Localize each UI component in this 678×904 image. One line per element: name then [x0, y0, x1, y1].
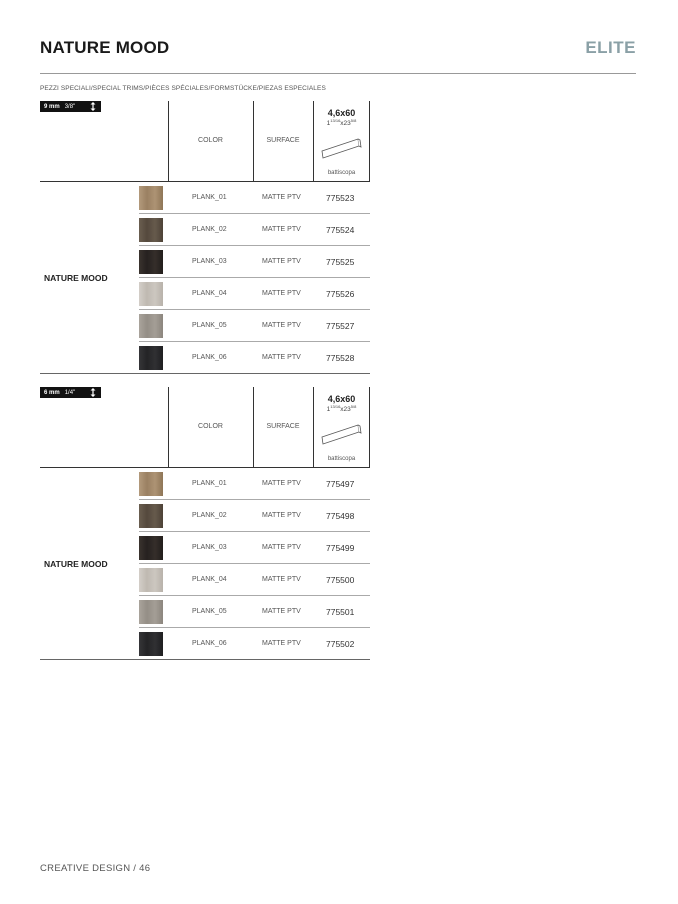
product-code: 775524	[326, 225, 355, 235]
surface-cell: MATTE PTV	[262, 544, 301, 551]
product-code: 775527	[326, 321, 355, 331]
color-cell: PLANK_03	[192, 258, 227, 265]
product-code: 775502	[326, 639, 355, 649]
group-name: NATURE MOOD	[44, 559, 108, 569]
color-swatch	[139, 250, 163, 274]
skirting-trim-icon	[320, 135, 362, 161]
color-cell: PLANK_04	[192, 290, 227, 297]
color-cell: PLANK_06	[192, 354, 227, 361]
table-row	[139, 532, 370, 564]
product-code: 775501	[326, 607, 355, 617]
color-cell: PLANK_05	[192, 608, 227, 615]
product-code: 775525	[326, 257, 355, 267]
table-row	[139, 628, 370, 660]
table-row	[139, 468, 370, 500]
thickness-inch: 3/8"	[64, 103, 76, 110]
product-code: 775497	[326, 479, 355, 489]
product-code: 775526	[326, 289, 355, 299]
table-row	[139, 278, 370, 310]
product-code: 775523	[326, 193, 355, 203]
color-swatch	[139, 346, 163, 370]
surface-cell: MATTE PTV	[262, 194, 301, 201]
surface-cell: MATTE PTV	[262, 512, 301, 519]
trim-size-inches: $1^{13/16}x23^{5/8}$	[326, 404, 357, 414]
table-row	[139, 596, 370, 628]
trim-size-header	[313, 101, 370, 181]
row-divider	[40, 373, 370, 374]
surface-cell: MATTE PTV	[262, 226, 301, 233]
trim-size: 4,6x60	[327, 394, 356, 404]
page-footer: CREATIVE DESIGN / 46	[40, 863, 151, 874]
color-column-header: COLOR	[198, 423, 223, 430]
trim-size-header	[313, 387, 370, 467]
surface-cell: MATTE PTV	[262, 480, 301, 487]
color-swatch	[139, 218, 163, 242]
color-swatch	[139, 568, 163, 592]
thickness-badge	[40, 387, 101, 398]
header-divider	[40, 73, 636, 74]
table-row	[139, 214, 370, 246]
thickness-arrow-icon	[90, 102, 96, 111]
surface-cell: MATTE PTV	[262, 576, 301, 583]
table-row	[139, 246, 370, 278]
row-divider	[40, 659, 370, 660]
trim-section-9mm	[40, 101, 370, 376]
surface-cell: MATTE PTV	[262, 608, 301, 615]
trim-section-6mm	[40, 387, 370, 662]
surface-column-header: SURFACE	[266, 137, 300, 144]
color-cell: PLANK_01	[192, 480, 227, 487]
surface-cell: MATTE PTV	[262, 640, 301, 647]
color-swatch	[139, 472, 163, 496]
color-swatch	[139, 632, 163, 656]
special-trims-subtitle: PEZZI SPECIALI/SPECIAL TRIMS/PIÈCES SPÉCIALES/FORMSTÜCKE/PIEZAS ESPECIALES	[40, 85, 326, 92]
color-cell: PLANK_05	[192, 322, 227, 329]
color-swatch	[139, 536, 163, 560]
surface-cell: MATTE PTV	[262, 322, 301, 329]
thickness-badge	[40, 101, 101, 112]
color-swatch	[139, 600, 163, 624]
color-column-header: COLOR	[198, 137, 223, 144]
surface-cell: MATTE PTV	[262, 258, 301, 265]
color-swatch	[139, 504, 163, 528]
table-row	[139, 564, 370, 596]
product-code: 775498	[326, 511, 355, 521]
table-row	[139, 182, 370, 214]
group-name: NATURE MOOD	[44, 273, 108, 283]
table-row	[139, 310, 370, 342]
color-cell: PLANK_06	[192, 640, 227, 647]
trim-name: battiscopa	[327, 170, 356, 176]
product-code: 775499	[326, 543, 355, 553]
color-swatch	[139, 314, 163, 338]
skirting-trim-icon	[320, 421, 362, 447]
color-cell: PLANK_03	[192, 544, 227, 551]
surface-cell: MATTE PTV	[262, 290, 301, 297]
trim-size-inches: $1^{13/16}x23^{5/8}$	[326, 118, 357, 128]
table-row	[139, 500, 370, 532]
brand-label: ELITE	[585, 38, 636, 57]
color-cell: PLANK_04	[192, 576, 227, 583]
product-code: 775500	[326, 575, 355, 585]
color-cell: PLANK_02	[192, 226, 227, 233]
table-row	[139, 342, 370, 374]
thickness-mm: 6 mm	[44, 389, 60, 396]
color-cell: PLANK_01	[192, 194, 227, 201]
trim-size: 4,6x60	[327, 108, 356, 118]
color-swatch	[139, 282, 163, 306]
trim-name: battiscopa	[327, 456, 356, 462]
thickness-arrow-icon	[90, 388, 96, 397]
color-swatch	[139, 186, 163, 210]
product-code: 775528	[326, 353, 355, 363]
thickness-inch: 1/4"	[64, 389, 76, 396]
surface-cell: MATTE PTV	[262, 354, 301, 361]
color-cell: PLANK_02	[192, 512, 227, 519]
surface-column-header: SURFACE	[266, 423, 300, 430]
thickness-mm: 9 mm	[44, 103, 60, 110]
page-title: NATURE MOOD	[40, 38, 170, 57]
